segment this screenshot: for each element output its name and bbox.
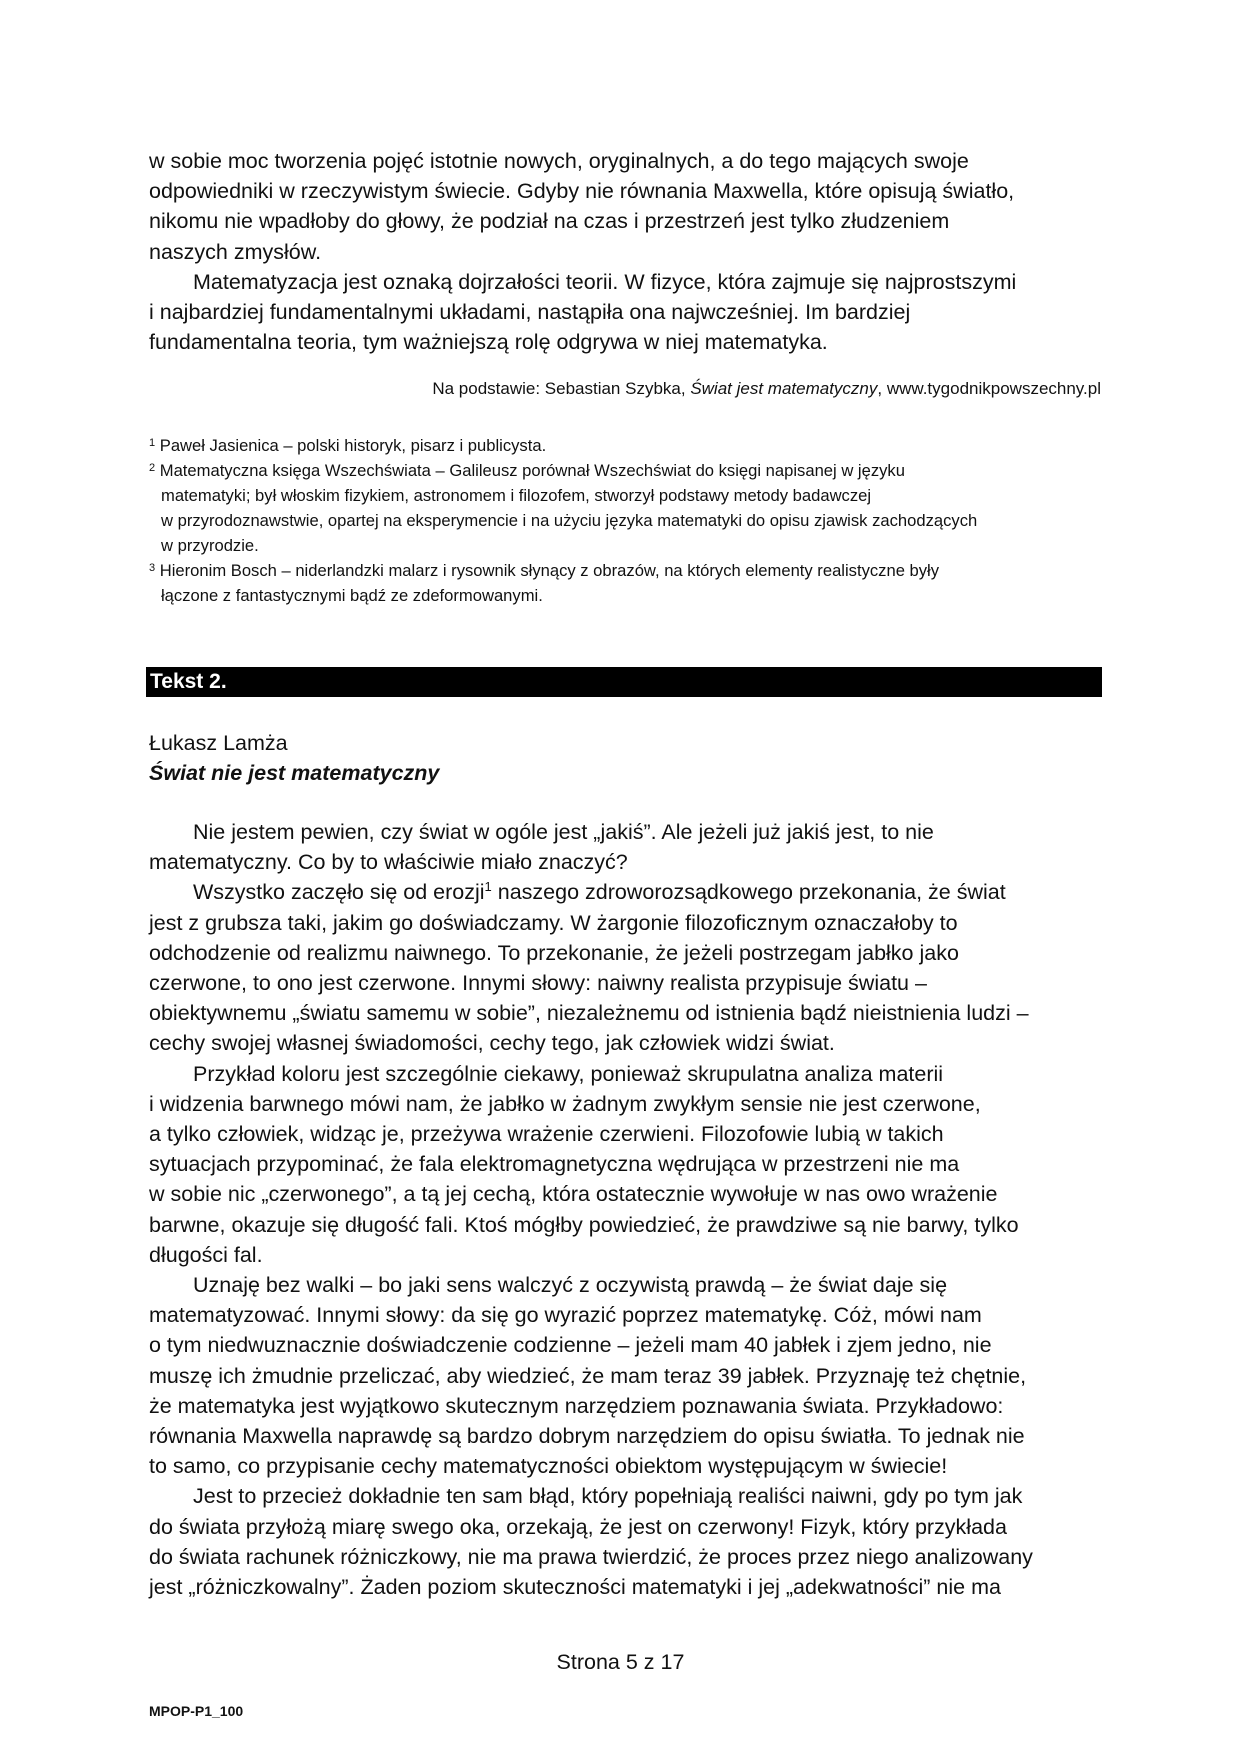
text1-paragraph: Matematyzacja jest oznaką dojrzałości teorii. W fizyce, która zajmuje się najprostszymi i najbardziej fundamentalnymi układami, nastąpiła ona najwcześniej. Im bardziej fundamentalna teoria, tym ważniejszą rolę odgrywa w niej matematyka. (149, 269, 1017, 355)
section-header (146, 667, 1102, 697)
source-title: Świat jest matematyczny (690, 379, 878, 398)
exam-code: MPOP-P1_100 (149, 1703, 244, 1719)
text2-paragraph: Nie jestem pewien, czy świat w ogóle jest „jakiś”. Ale jeżeli już jakiś jest, to nie matematyczny. Co by to właściwie miało znaczyć? (149, 820, 934, 875)
text2-paragraph: Wszystko zaczęło się od erozji$^1$ naszego zdroworozsądkowego przekonania, że świat jest z grubsza taki, jakim go doświadczamy. W żargonie filozoficznym oznaczałoby to odchodzenie od realizmu naiwnego. To przekonanie, że jeżeli postrzegam jabłko jako czerwone, to ono jest czerwone. Innymi słowy: naiwny realista przypisuje światu – obiektywnemu „światu samemu w sobie”, niezależnemu od istnienia bądź nieistnienia ludzi – cechy swojej własnej świadomości, cechy tego, jak człowiek widzi świat. (149, 879, 1029, 1056)
footnote-2: $^2$ Matematyczna księga Wszechświata – Galileusz porównał Wszechświat do księgi napisanej w języku matematyki; był włoskim fizykiem, astronomem i filozofem, stworzył podstawy metody badawczej w przyrodoznawstwie, opartej na eksperymencie i na użyciu języka matematyki do opisu zjawisk zachodzących w przyrodzie. (149, 461, 978, 555)
section-header-label: Tekst 2. (150, 670, 227, 693)
text2-paragraph: Jest to przecież dokładnie ten sam błąd, który popełniają realiści naiwni, gdy po tym jak do świata przyłożą miarę swego oka, orzekają, że jest on czerwony! Fizyk, który przykłada do świata rachunek różniczkowy, nie ma prawa twierdzić, że proces przez niego analizowany jest „różniczkowalny”. Żaden poziom skuteczności matematyki i jej „adekwatności” nie ma (149, 1484, 1033, 1600)
page-number: Strona 5 z 17 (556, 1650, 685, 1674)
footnote-1: $^1$ Paweł Jasienica – polski historyk, pisarz i publicysta. (149, 436, 547, 455)
text2-body (149, 817, 1109, 1602)
text-title: Świat nie jest matematyczny (149, 761, 440, 785)
text1-paragraph: w sobie moc tworzenia pojęć istotnie nowych, oryginalnych, a do tego mających swoje odpowiedniki w rzeczywistym świecie. Gdyby nie równania Maxwella, które opisują światło, nikomu nie wpadłoby do głowy, że podział na czas i przestrzeń jest tylko złudzeniem naszych zmysłów. (149, 149, 1015, 264)
text2-paragraph: Przykład koloru jest szczególnie ciekawy, ponieważ skrupulatna analiza materii i widzenia barwnego mówi nam, że jabłko w żadnym zwykłym sensie nie jest czerwone, a tylko człowiek, widząc je, przeżywa wrażenie czerwieni. Filozofowie lubią w takich sytuacjach przypominać, że fala elektromagnetyczna wędrująca w przestrzeni nie ma w sobie nic „czerwonego”, a tą jej cechą, która ostatecznie wywołuje w nas owo wrażenie barwne, okazuje się długość fali. Ktoś mógłby powiedzieć, że prawdziwe są nie barwy, tylko długości fal. (149, 1061, 1019, 1267)
author-name: Łukasz Lamża (149, 731, 288, 755)
footnote-3: $^3$ Hieronim Bosch – niderlandzki malarz i rysownik słynący z obrazów, na których elementy realistyczne były łączone z fantastycznymi bądź ze zdeformowanymi. (149, 561, 940, 605)
footnote-ref: 1 (484, 879, 492, 895)
text2-paragraph: Uznaję bez walki – bo jaki sens walczyć z oczywistą prawdą – że świat daje się matematyzować. Innymi słowy: da się go wyrazić poprzez matematykę. Cóż, mówi nam o tym niedwuznacznie doświadczenie codzienne – jeżeli mam 40 jabłek i zjem jedno, nie muszę ich żmudnie przeliczać, aby wiedzieć, że mam teraz 39 jabłek. Przyznaję też chętnie, że matematyka jest wyjątkowo skutecznym narzędziem poznawania świata. Przykładowo: równania Maxwella naprawdę są bardzo dobrym narzędziem do opisu światła. To jednak nie to samo, co przypisanie cechy matematyczności obiektom występującym w świecie! (149, 1273, 1027, 1479)
text1-tail (149, 146, 1109, 357)
footnotes (149, 433, 1109, 608)
source-citation: Na podstawie: Sebastian Szybka, Świat jest matematyczny, www.tygodnikpowszechny.pl (432, 379, 1101, 398)
